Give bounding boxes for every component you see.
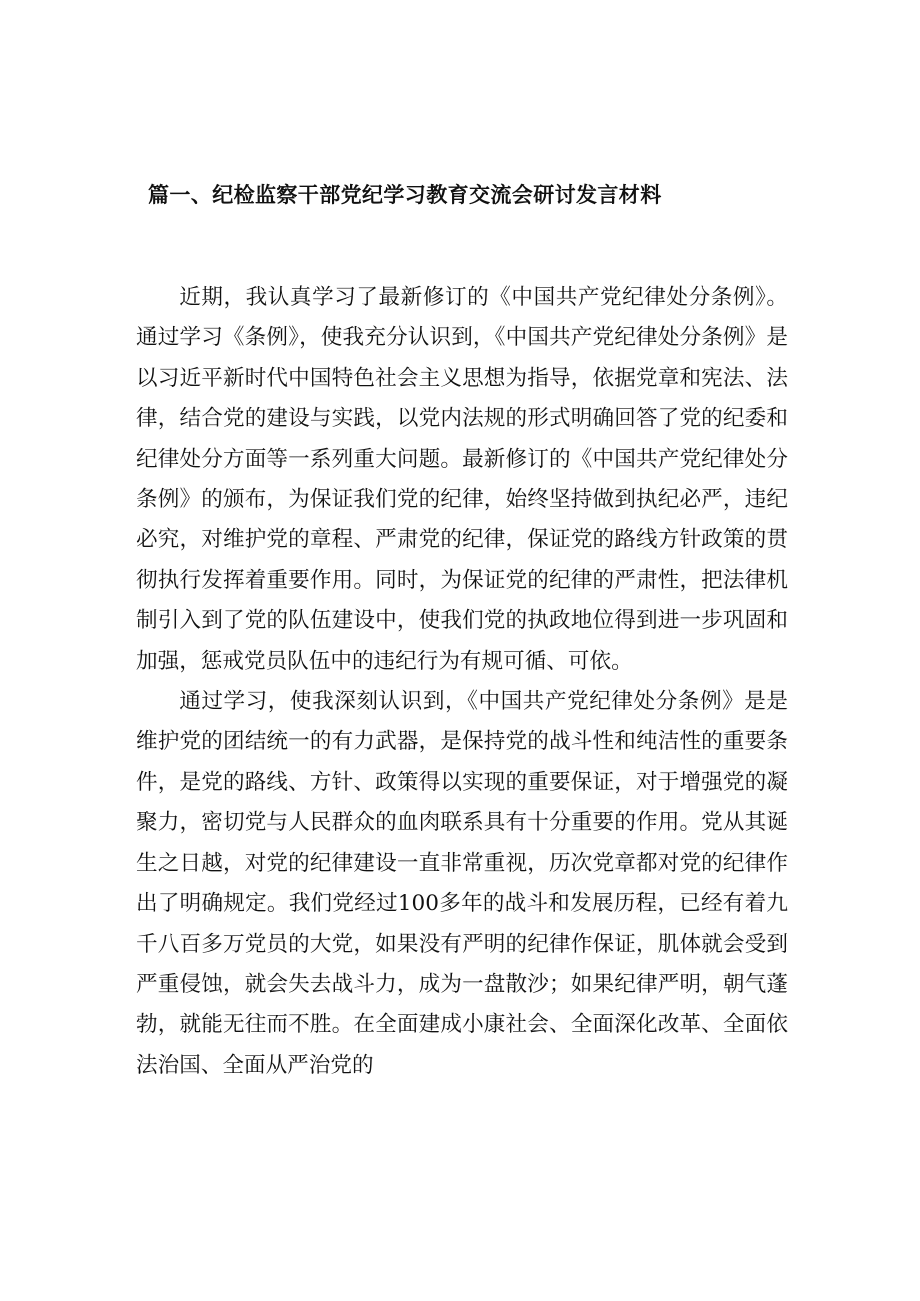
document-title: 篇一、纪检监察干部党纪学习教育交流会研讨发言材料: [148, 183, 662, 207]
paragraph-1: 近期，我认真学习了最新修订的《中国共产党纪律处分条例》。通过学习《条例》，使我充分认识到，《中国共产党纪律处分条例》是以习近平新时代中国特色社会主义思想为指导，依据党章和宪法、法律，结合党的建设与实践，以党内法规的形式明确回答了党的纪委和纪律处分方面等一系列重大问题。最新修订的《中国共产党纪律处分条例》的颁布，为保证我们党的纪律，始终坚持做到执纪必严，违纪必究，对维护党的章程、严肃党的纪律，保证党的路线方针政策的贯彻执行发挥着重要作用。同时，为保证党的纪律的严肃性，把法律机制引入到了党的队伍建设中，使我们党的执政地位得到进一步巩固和加强，惩戒党员队伍中的违纪行为有规可循、可依。: [136, 285, 788, 674]
paragraph-2: 通过学习，使我深刻认识到，《中国共产党纪律处分条例》是是维护党的团结统一的有力武器，是保持党的战斗性和纯洁性的重要条件，是党的路线、方针、政策得以实现的重要保证，对于增强党的凝聚力，密切党与人民群众的血肉联系具有十分重要的作用。党从其诞生之日越，对党的纪律建设一直非常重视，历次党章都对党的纪律作出了明确规定。我们党经过100多年的战斗和发展历程，已经有着九千八百多万党员的大党，如果没有严明的纪律作保证，肌体就会受到严重侵蚀，就会失去战斗力，成为一盘散沙；如果纪律严明，朝气蓬勃，就能无往而不胜。在全面建成小康社会、全面深化改革、全面依法治国、全面从严治党的: [136, 689, 788, 1078]
document-body: [136, 278, 788, 1086]
